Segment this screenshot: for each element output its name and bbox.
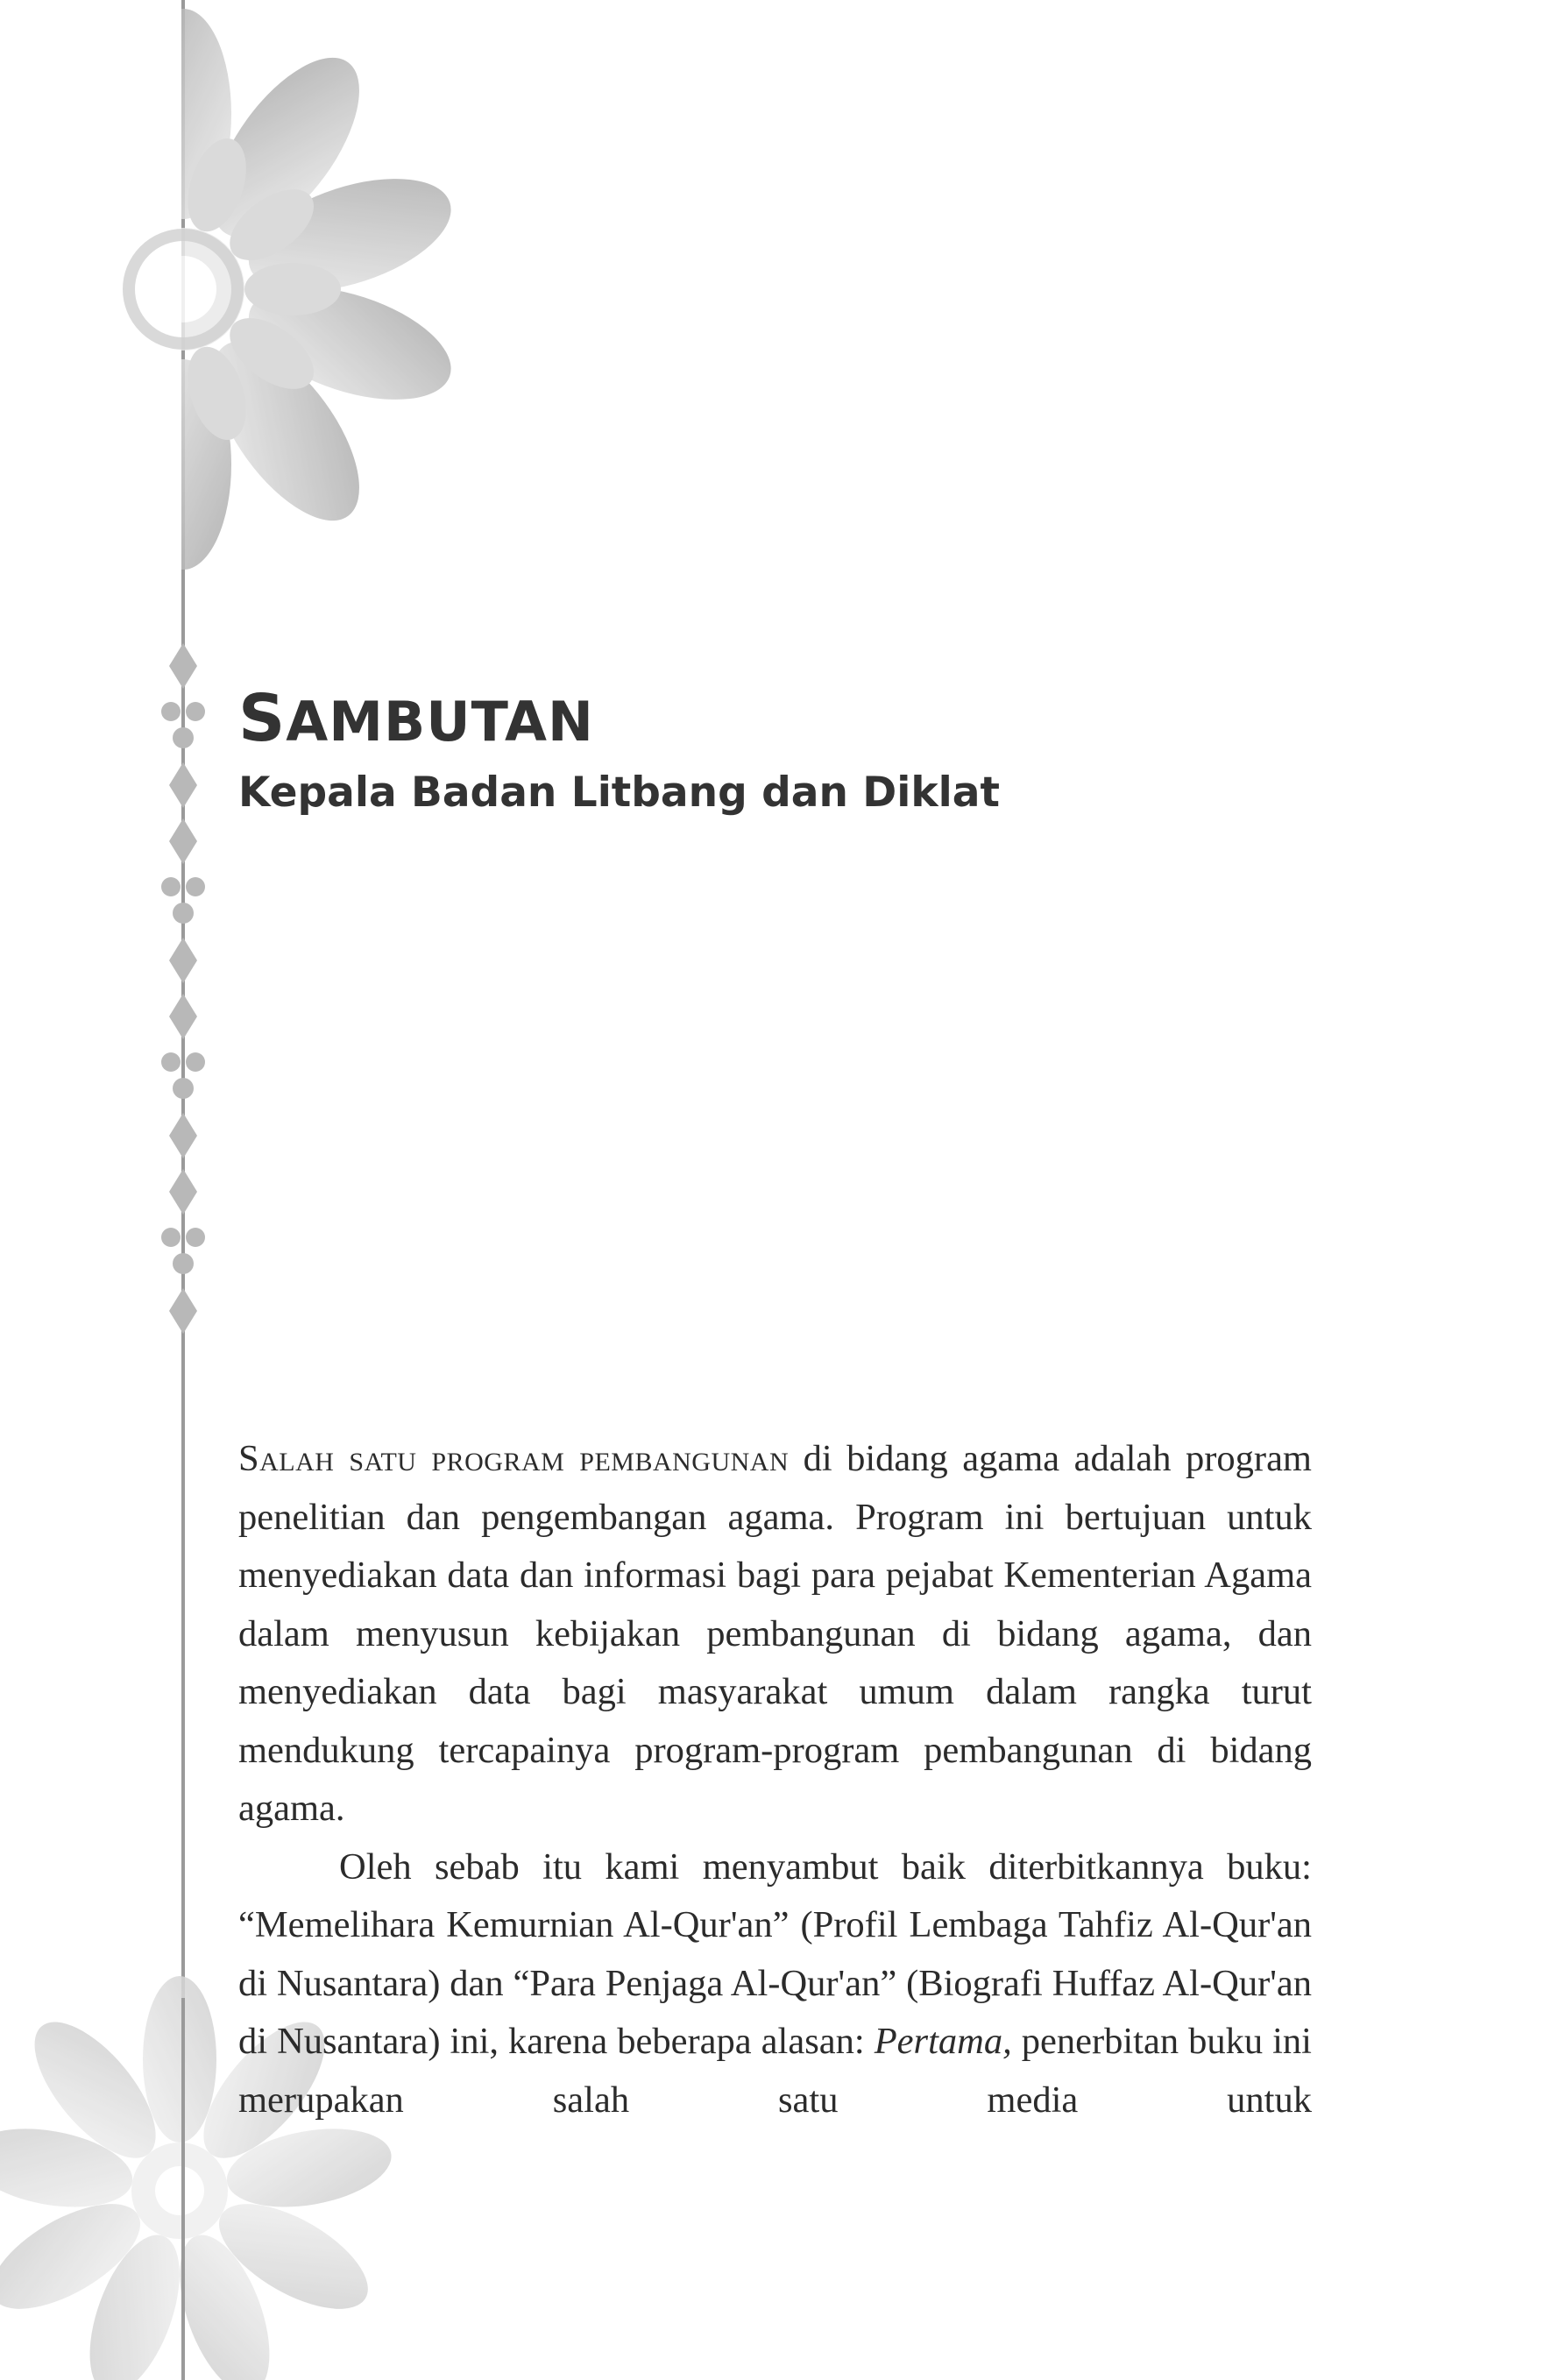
page-subtitle: Kepala Badan Litbang dan Diklat: [238, 769, 1000, 818]
paragraph-2: [238, 1838, 1312, 2130]
page-title: [238, 681, 1325, 756]
paragraph-2-italic: Pertama,: [874, 2021, 1012, 2062]
heading-block: [238, 681, 1325, 818]
paragraph-1-lead: Salah satu program pembangunan: [238, 1438, 790, 1479]
paragraph-1-rest: di bidang agama adalah program penelitian dan pengembangan agama. Program ini bertujuan untuk menyediakan data dan informasi bagi para pejabat Kementerian Agama dalam menyusun kebijakan pembangunan di bidang agama, dan menyediakan data bagi masyarakat umum dalam rangka turut mendukung tercapainya program-program pembangunan di bidang agama.: [238, 1438, 1312, 1829]
body-text: [238, 1430, 1312, 2129]
title-initial: S: [238, 681, 287, 756]
paragraph-1: [238, 1430, 1312, 1838]
title-rest: AMBUTAN: [286, 690, 594, 754]
paragraph-2-end: penerbitan buku ini merupakan salah satu media untuk: [238, 2021, 1312, 2121]
paragraph-2-text: Oleh sebab itu kami menyambut baik diterbitkannya buku: “Memelihara Kemurnian Al-Qur'an” (Profil Lembaga Tahfiz Al-Qur'an di Nusantara) dan “Para Penjaga Al-Qur'an” (Biografi Huffaz Al-Qur'an di Nusantara) ini, karena beberapa alasan:: [238, 1845, 1312, 2062]
